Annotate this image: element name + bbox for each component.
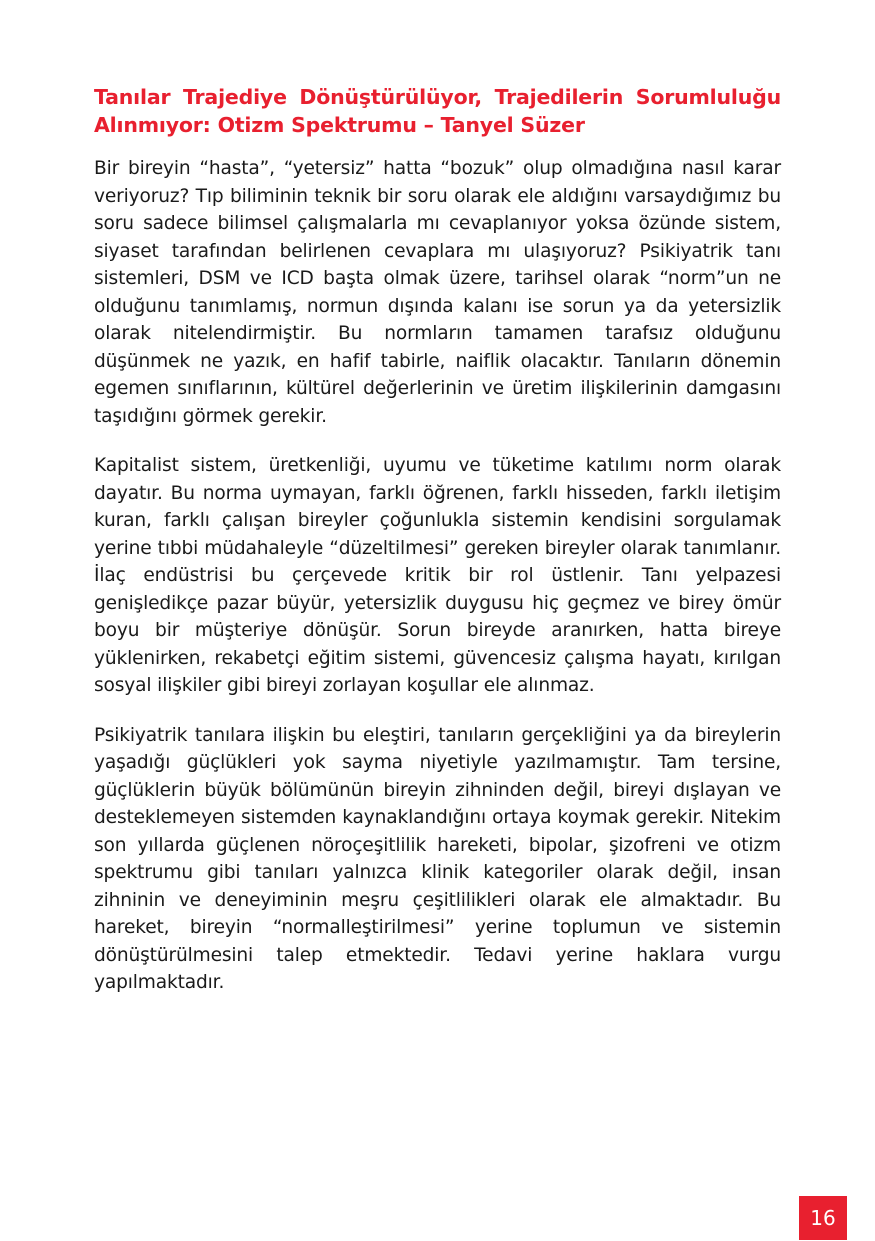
article-title: Tanılar Trajediye Dönüştürülüyor, Trajedilerin Sorumluluğu Alınmıyor: Otizm Spektrumu – Tanyel Süzer <box>94 85 781 137</box>
article <box>94 83 781 1019</box>
paragraph-2: Kapitalist sistem, üretkenliği, uyumu ve tüketime katılımı norm olarak dayatır. Bu norma uymayan, farklı öğrenen, farklı hisseden, farklı iletişim kuran, farklı çalışan bireyler çoğunlukla sistemin kendisini sorgulamak yerine tıbbi müdahaleyle “düzeltilmesi” gereken bireyler olarak tanımlanır. İlaç endüstrisi bu çerçevede kritik bir rol üstlenir. Tanı yelpazesi genişledikçe pazar büyür, yetersizlik duygusu hiç geçmez ve birey ömür boyu bir müşteriye dönüşür. Sorun bireyde aranırken, hatta bireye yüklenirken, rekabetçi eğitim sistemi, güvencesiz çalışma hayatı, kırılgan sosyal ilişkiler gibi bireyi zorlayan koşullar ele alınmaz. <box>94 455 781 696</box>
paragraph-3: Psikiyatrik tanılara ilişkin bu eleştiri, tanıların gerçekliğini ya da bireylerin yaşadığı güçlükleri yok sayma niyetiyle yazılmamıştır. Tam tersine, güçlüklerin büyük bölümünün bireyin zihninden değil, bireyi dışlayan ve desteklemeyen sistemden kaynaklandığını ortaya koymak gerekir. Nitekim son yıllarda güçlenen nöroçeşitlilik hareketi, bipolar, şizofreni ve otizm spektrumu gibi tanıları yalnızca klinik kategoriler olarak değil, insan zihninin ve deneyiminin meşru çeşitlilikleri olarak ele almaktadır. Bu hareket, bireyin “normalleştirilmesi” yerine toplumun ve sistemin dönüştürülmesini talep etmektedir. Tedavi yerine haklara vurgu yapılmaktadır. <box>94 724 781 993</box>
page-number-badge: 16 <box>799 1196 847 1240</box>
paragraph-1: Bir bireyin “hasta”, “yetersiz” hatta “bozuk” olup olmadığına nasıl karar veriyoruz? Tıp biliminin teknik bir soru olarak ele aldığını varsaydığımız bu soru sadece bilimsel çalışmalarla mı cevaplanıyor yoksa özünde sistem, siyaset tarafından belirlenen cevaplara mı ulaşıyoruz? Psikiyatrik tanı sistemleri, DSM ve ICD başta olmak üzere, tarihsel olarak “norm”un ne olduğunu tanımlamış, normun dışında kalanı ise sorun ya da yetersizlik olarak nitelendirmiştir. Bu normların tamamen tarafsız olduğunu düşünmek ne yazık, en hafif tabirle, naiflik olacaktır. Tanıların dönemin egemen sınıflarının, kültürel değerlerinin ve üretim ilişkilerinin damgasını taşıdığını görmek gerekir. <box>94 158 781 427</box>
